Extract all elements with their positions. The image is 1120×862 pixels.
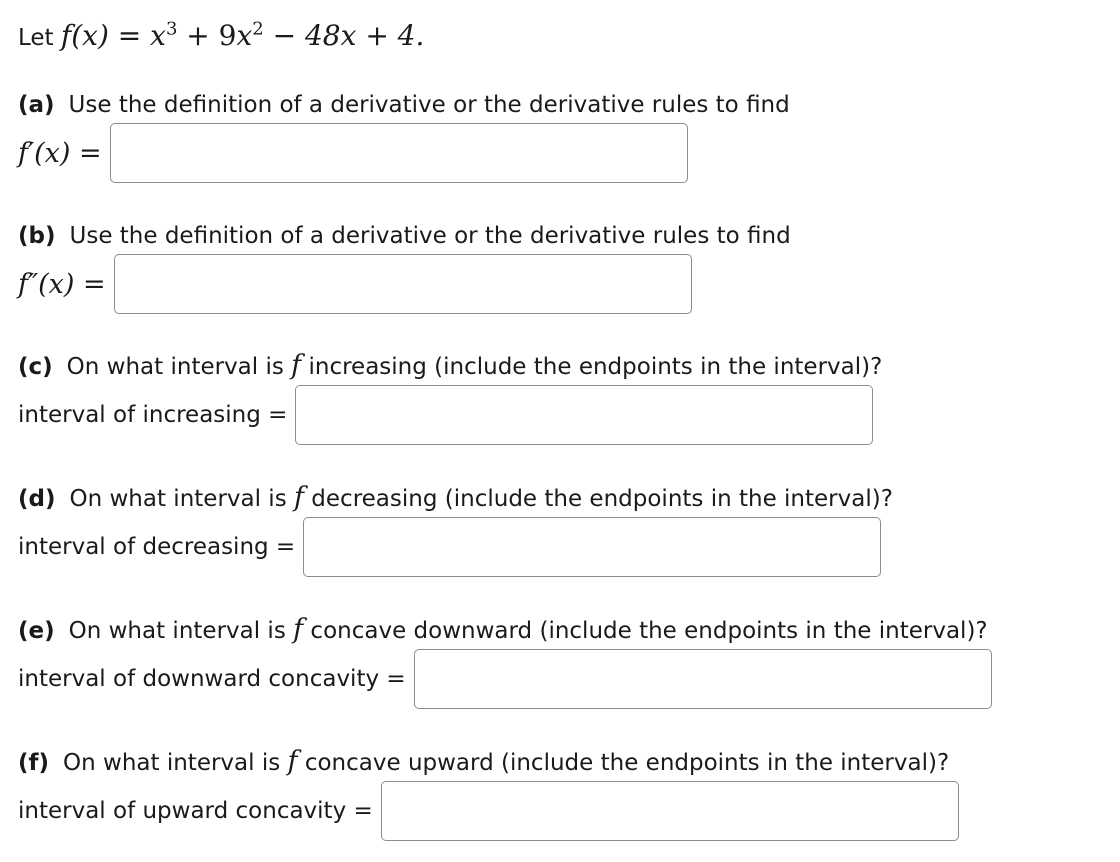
question-b-answer-row: [18, 254, 1113, 314]
downward-concavity-input[interactable]: [414, 649, 992, 709]
question-d-text-before: On what interval is: [69, 486, 294, 512]
upward-concavity-input[interactable]: [381, 781, 959, 841]
question-a-text: Use the definition of a derivative or the derivative rules to find: [68, 92, 790, 118]
formula-lhs: f(x) =: [60, 19, 151, 52]
question-f-answer-label: interval of upward concavity =: [18, 798, 373, 824]
question-c-answer-row: [18, 385, 1113, 445]
question-a-part-label: (a): [18, 92, 55, 118]
decreasing-interval-input[interactable]: [303, 517, 881, 577]
question-d-f-symbol: f: [294, 482, 304, 513]
question-f-answer-row: [18, 781, 1113, 841]
question-f-text-after: concave upward (include the endpoints in the interval)?: [297, 750, 950, 776]
question-e-text-before: On what interval is: [68, 618, 294, 644]
question-d-answer-label: interval of decreasing =: [18, 534, 296, 560]
question-d-text-after: decreasing (include the endpoints in the interval)?: [304, 486, 893, 512]
function-formula: [61, 19, 425, 52]
function-definition: [18, 14, 424, 60]
formula-term2-exponent: 2: [252, 18, 264, 40]
question-e: [18, 614, 1113, 709]
formula-rest: − 48x + 4.: [263, 19, 425, 52]
second-derivative-input[interactable]: [114, 254, 692, 314]
question-a-answer-row: [18, 123, 1113, 183]
formula-term1-exponent: 3: [165, 18, 178, 40]
question-a: [18, 89, 1113, 183]
question-e-prompt: [18, 614, 1113, 647]
question-f-f-symbol: f: [287, 746, 298, 777]
question-d: [18, 482, 1113, 577]
formula-term2-base: x: [236, 19, 253, 52]
first-derivative-input[interactable]: [110, 123, 688, 183]
question-b-prompt: [18, 220, 1113, 252]
question-e-answer-label: interval of downward concavity =: [18, 666, 406, 692]
question-e-f-symbol: f: [293, 614, 304, 645]
question-f-prompt: [18, 746, 1113, 779]
question-c-text-after: increasing (include the endpoints in the interval)?: [301, 354, 883, 380]
question-c-answer-label: interval of increasing =: [18, 402, 288, 428]
question-b: [18, 220, 1113, 314]
question-f-part-label: (f): [18, 750, 50, 776]
question-b-text: Use the definition of a derivative or the derivative rules to find: [69, 223, 791, 249]
question-b-part-label: (b): [18, 223, 56, 249]
formula-term1-base: x: [150, 19, 166, 52]
question-f: [18, 746, 1113, 841]
question-d-prompt: [18, 482, 1113, 515]
question-e-text-after: concave downward (include the endpoints in the interval)?: [303, 618, 988, 644]
question-c-prompt: [18, 350, 1113, 383]
question-c: [18, 350, 1113, 445]
formula-term2-coefficient: + 9: [177, 19, 237, 52]
question-e-part-label: (e): [18, 618, 55, 644]
question-f-text-before: On what interval is: [63, 750, 288, 776]
question-b-answer-label: f″(x) =: [18, 268, 106, 300]
question-a-answer-label: f′(x) =: [18, 137, 102, 169]
question-e-answer-row: [18, 649, 1113, 709]
question-c-text-before: On what interval is: [66, 354, 292, 380]
question-a-prompt: [18, 89, 1113, 121]
question-d-answer-row: [18, 517, 1113, 577]
increasing-interval-input[interactable]: [295, 385, 873, 445]
question-d-part-label: (d): [18, 486, 56, 512]
let-word: Let: [18, 25, 54, 51]
question-c-part-label: (c): [18, 354, 53, 380]
question-c-f-symbol: f: [291, 350, 302, 381]
